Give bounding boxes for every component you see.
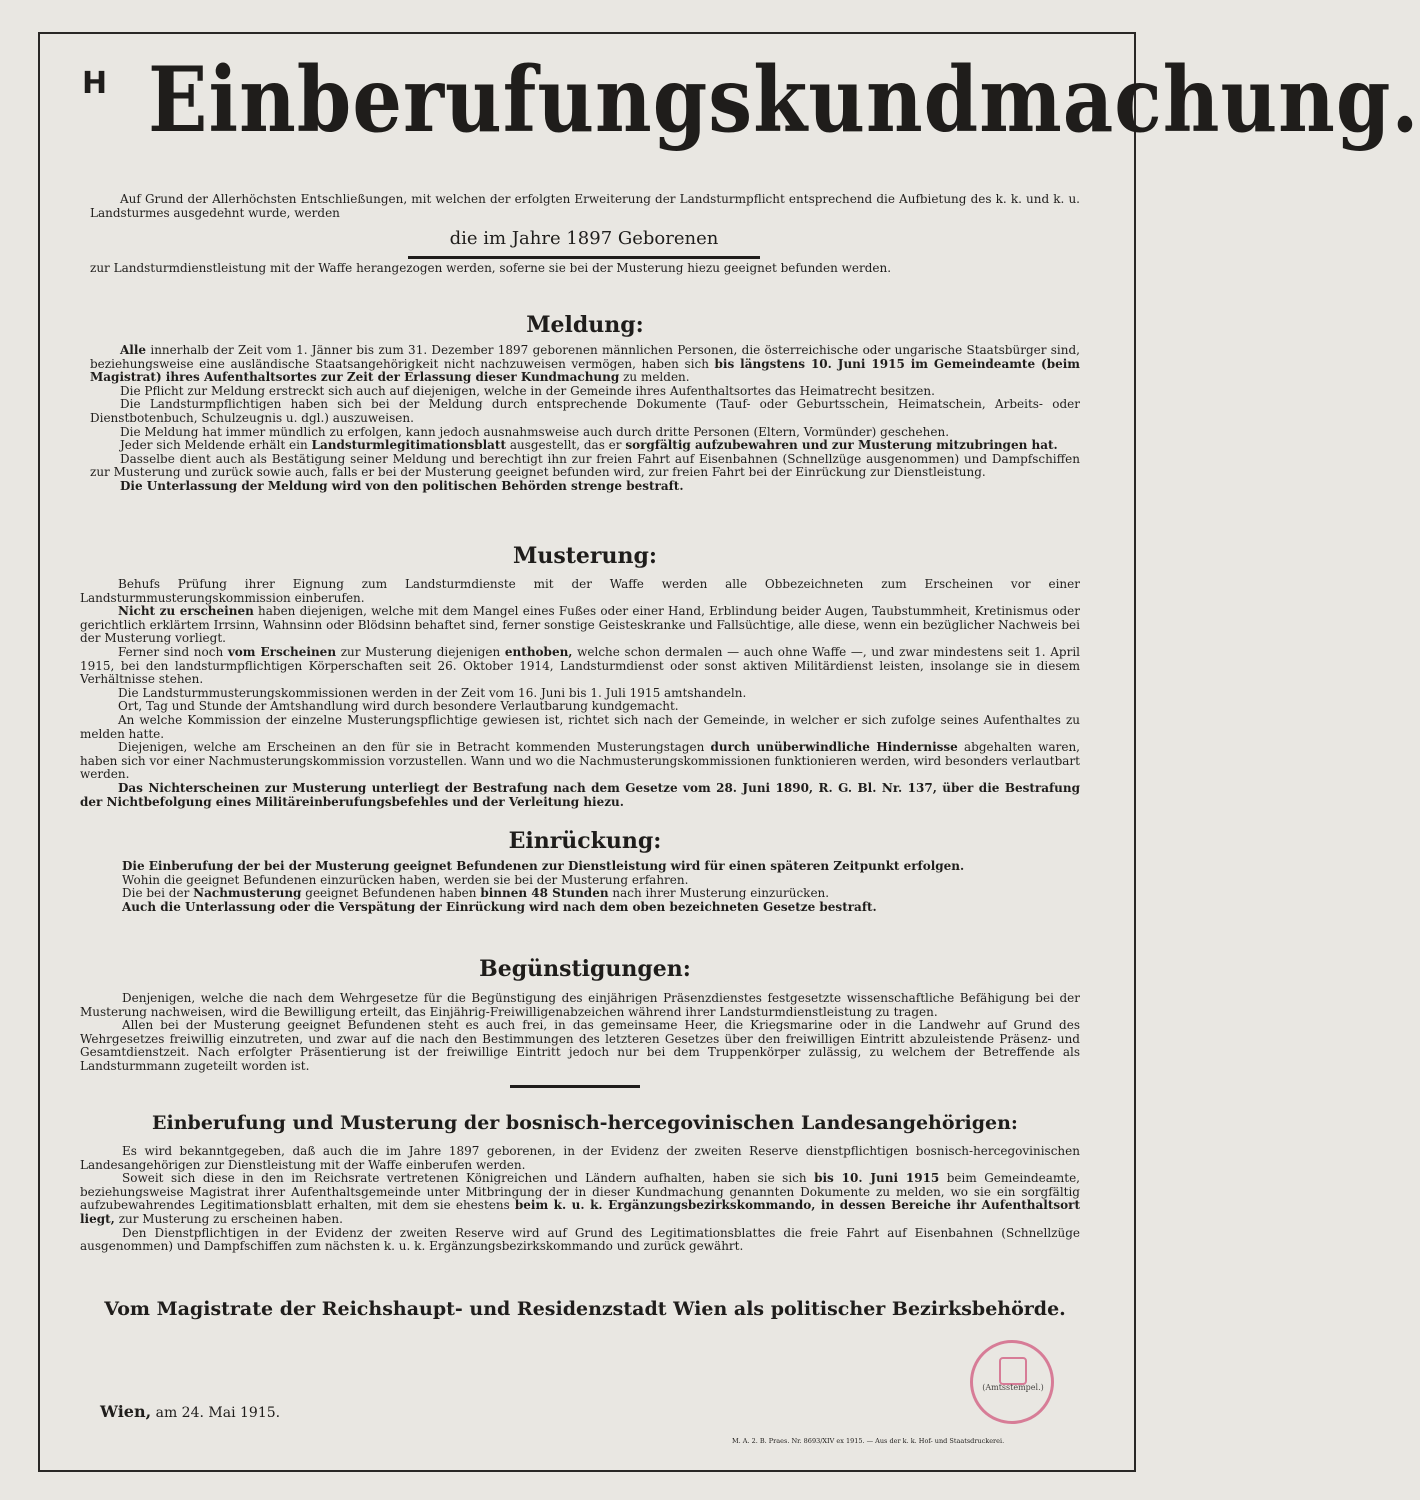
section-divider <box>510 1085 640 1088</box>
beguenstigungen-text: Denjenigen, welche die nach dem Wehrgesetze für die Begünstigung des einjährigen Präsenzdienstes festgesetzte wissenschaftliche Befähigung bei der Musterung nachweisen, wird die Bewilligung erteilt, das Einjährig-Freiwilligenabzeichen während ihrer Landsturmdienstleistung zu tragen. Allen bei der Musterung geeignet Befundenen steht es auch frei, in das gemeinsame Heer, die Kriegsmarine oder in die Landwehr auf Grund des Wehrgesetzes freiwillig einzutreten, und zwar auf die nach den Bestimmungen des letzteren Gesetzes über den freiwilligen Eintritt abzuleistende Präsenz- und Gesamtdienstzeit. Nach erfolgter Präsentierung ist der freiwillige Eintritt jedoch nur bei dem Truppenkörper zulässig, zu welchem der Betreffende als Landsturmmann zugeteilt worden ist. <box>80 991 1080 1073</box>
einrueckung-text: Die Einberufung der bei der Musterung geeignet Befundenen zur Dienstleistung wird für einen späteren Zeitpunkt erfolgen. Wohin die geeignet Befundenen einzurücken haben, werden sie bei der Musterung erfahren. Die bei der Nachmusterung geeignet Befundenen haben binnen 48 Stunden nach ihrer Musterung einzurücken. Auch die Unterlassung oder die Verspätung der Einrückung wird nach dem oben bezeichneten Gesetze bestraft. <box>122 859 965 914</box>
issuing-authority: Vom Magistrate der Reichshaupt- und Residenzstadt Wien als politischer Bezirksbehörde. <box>104 1298 1066 1320</box>
place-date <box>100 1402 280 1421</box>
printer-imprint: M. A. 2. B. Praes. Nr. 8693/XIV ex 1915. — Aus der k. k. Hof- und Staatsdruckerei. <box>732 1437 1005 1445</box>
section-heading-bosnien: Einberufung und Musterung der bosnisch-hercegovinischen Landesangehörigen: <box>152 1112 1018 1134</box>
series-letter: H <box>82 66 108 101</box>
meldung-text: Alle innerhalb der Zeit vom 1. Jänner bis zum 31. Dezember 1897 geborenen männlichen Personen, die österreichische oder ungarische Staatsbürger sind, beziehungsweise eine ausländische Staatsangehörigkeit nicht nachzuweisen vermögen, haben sich bis längstens 10. Juni 1915 im Gemeindeamte (beim Magistrat) ihres Aufenthaltsortes zur Zeit der Erlassung dieser Kundmachung zu melden. Die Pflicht zur Meldung erstreckt sich auch auf diejenigen, welche in der Gemeinde ihres Aufenthaltsortes das Heimatrecht besitzen. Die Landsturmpflichtigen haben sich bei der Meldung durch entsprechende Dokumente (Tauf- oder Geburtsschein, Heimatschein, Arbeits- oder Dienstbotenbuch, Schulzeugnis u. dgl.) auszuweisen. Die Meldung hat immer mündlich zu erfolgen, kann jedoch ausnahmsweise auch durch dritte Personen (Eltern, Vormünder) geschehen. Jeder sich Meldende erhält ein Landsturmlegitimationsblatt ausgestellt, das er sorgfältig aufzubewahren und zur Musterung mitzubringen hat. Dasselbe dient auch als Bestätigung seiner Meldung und berechtigt ihn zur freien Fahrt auf Eisenbahnen (Schnellzüge ausgenommen) und Dampfschiffen zur Musterung und zurück sowie auch, falls er bei der Musterung geeignet befunden wird, zur freien Fahrt bei der Einrückung zur Dienstleistung. Die Unterlassung der Meldung wird von den politischen Behörden strenge bestraft. <box>90 343 1080 493</box>
official-stamp <box>970 1340 1054 1424</box>
stamp-label: (Amtsstempel.) <box>982 1383 1044 1392</box>
musterung-text: Behufs Prüfung ihrer Eignung zum Landsturmdienste mit der Waffe werden alle Obbezeichneten zum Erscheinen vor einer Landsturmmusterungskommission einberufen. Nicht zu erscheinen haben diejenigen, welche mit dem Mangel eines Fußes oder einer Hand, Erblindung beider Augen, Taubstummheit, Kretinismus oder gerichtlich erklärtem Irrsinn, Wahnsinn oder Blödsinn behaftet sind, ferner sonstige Geisteskranke und Fallsüchtige, alle diese, wenn ein bezüglicher Nachweis bei der Musterung vorliegt. Ferner sind noch vom Erscheinen zur Musterung diejenigen enthoben, welche schon dermalen — auch ohne Waffe —, und zwar mindestens seit 1. April 1915, bei den landsturmpflichtigen Körperschaften seit 26. Oktober 1914, Landsturmdienst oder sonst aktiven Militärdienst leisten, insolange sie in diesem Verhältnisse stehen. Die Landsturmmusterungskommissionen werden in der Zeit vom 16. Juni bis 1. Juli 1915 amtshandeln. Ort, Tag und Stunde der Amtshandlung wird durch besondere Verlautbarung kundgemacht. An welche Kommission der einzelne Musterungspflichtige gewiesen ist, richtet sich nach der Gemeinde, in welcher er sich zufolge seines Aufenthaltes zu melden hatte. Diejenigen, welche am Erscheinen an den für sie in Betracht kommenden Musterungstagen durch unüberwindliche Hindernisse abgehalten waren, haben sich vor einer Nachmusterungskommission vorzustellen. Wann und wo die Nachmusterungskommissionen funktionieren werden, wird besonders verlautbart werden. Das Nichterscheinen zur Musterung unterliegt der Bestrafung nach dem Gesetze vom 28. Juni 1890, R. G. Bl. Nr. 137, über die Bestrafung der Nichtbefolgung eines Militäreinberufungsbefehles und der Verleitung hiezu. <box>80 577 1081 809</box>
place: Wien, <box>100 1402 152 1421</box>
eagle-emblem-icon <box>999 1357 1027 1385</box>
born-year-line: die im Jahre 1897 Geborenen <box>408 228 760 259</box>
bosnien-text: Es wird bekanntgegeben, daß auch die im Jahre 1897 geborenen, in der Evidenz der zweiten Reserve dienstpflichtigen bosnisch-hercegovinischen Landesangehörigen zur Dienstleistung mit der Waffe einberufen werden. Soweit sich diese in den im Reichsrate vertretenen Königreichen und Ländern aufhalten, haben sie sich bis 10. Juni 1915 beim Gemeindeamte, beziehungsweise Magistrat ihrer Aufenthaltsgemeinde unter Mitbringung der in dieser Kundmachung genannten Dokumente zu melden, wo sie ein sorgfältig aufzubewahrendes Legitimationsblatt erhalten, mit dem sie ehestens beim k. u. k. Ergänzungsbezirkskommando, in dessen Bereiche ihr Aufenthaltsort liegt, zur Musterung zu erscheinen haben. Den Dienstpflichtigen in der Evidenz der zweiten Reserve wird auf Grund des Legitimationsblattes die freie Fahrt auf Eisenbahnen (Schnellzüge ausgenommen) und Dampfschiffen zum nächsten k. u. k. Ergänzungsbezirkskommando und zurück gewährt. <box>80 1144 1080 1254</box>
intro-paragraph-2: zur Landsturmdienstleistung mit der Waffe herangezogen werden, soferne sie bei der Musterung hiezu geeignet befunden werden. <box>90 261 892 275</box>
section-heading-musterung: Musterung: <box>513 543 657 569</box>
intro-paragraph: Auf Grund der Allerhöchsten Entschließungen, mit welchen der erfolgten Erweiterung der Landsturmpflicht entsprechend die Aufbietung des k. k. und k. u. Landsturmes ausgedehnt wurde, werden <box>90 192 1080 220</box>
section-heading-beguenstigungen: Begünstigungen: <box>479 956 691 982</box>
poster-title: Einberufungskundmachung. <box>148 48 1420 153</box>
section-heading-einrueckung: Einrückung: <box>508 828 662 854</box>
section-heading-meldung: Meldung: <box>526 312 644 338</box>
date: am 24. Mai 1915. <box>155 1405 281 1421</box>
